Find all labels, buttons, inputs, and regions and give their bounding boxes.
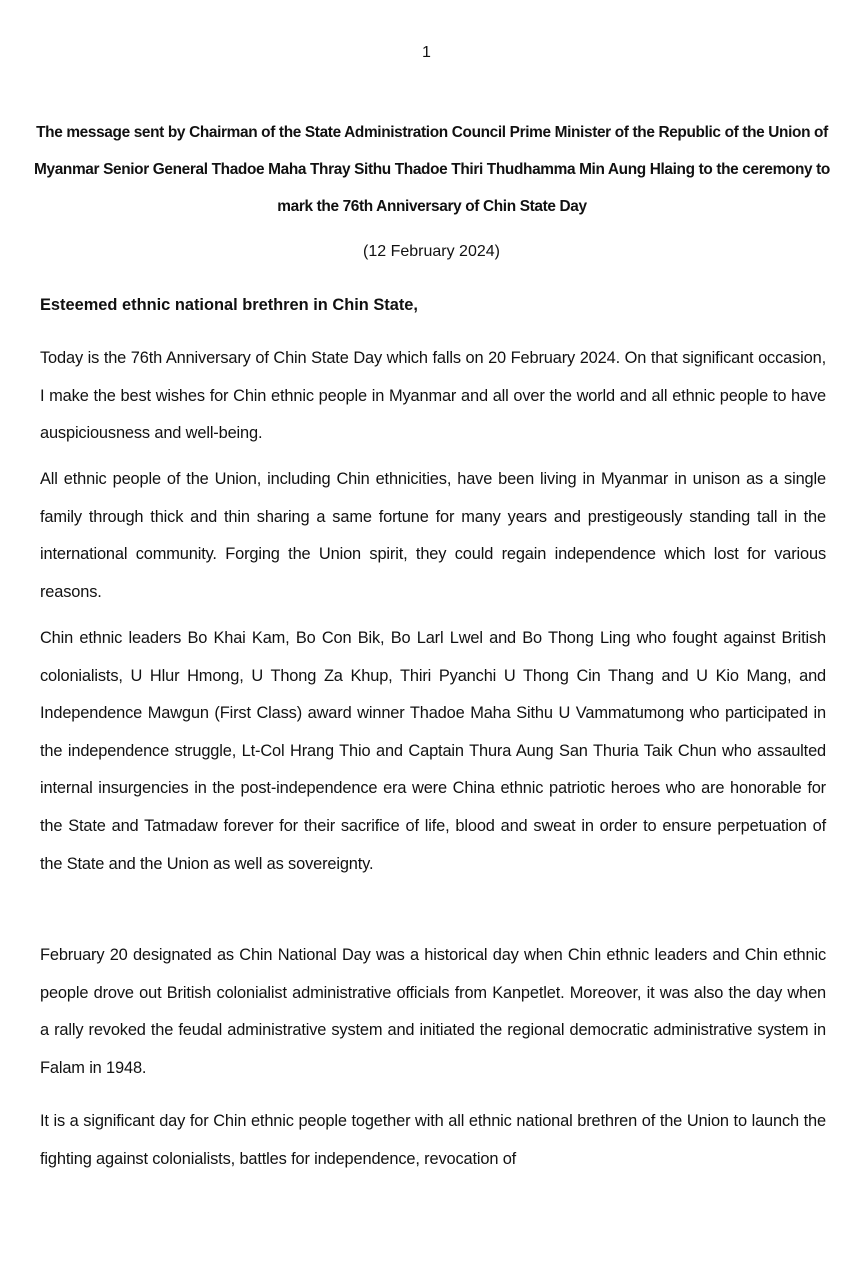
page-number: 1	[422, 44, 431, 61]
body-paragraph: Chin ethnic leaders Bo Khai Kam, Bo Con Bik, Bo Larl Lwel and Bo Thong Ling who fought against British colonialists, U Hlur Hmong, U Thong Za Khup, Thiri Pyanchi U Thong Cin Thang and U Kio Mang, and Independence Mawgun (First Class) award winner Thadoe Maha Sithu U Vammatumong who participated in the independence struggle, Lt-Col Hrang Thio and Captain Thura Aung San Thuria Taik Chun who assaulted internal insurgencies in the post-independence era were China ethnic patriotic heroes who are honorable for the State and Tatmadaw forever for their sacrifice of life, blood and sweat in order to ensure perpetuation of the State and the Union as well as sovereignty.	[40, 629, 826, 873]
body-paragraph: All ethnic people of the Union, including Chin ethnicities, have been living in Myanmar in unison as a single family through thick and thin sharing a same fortune for many years and prestigeously standing tall in the international community. Forging the Union spirit, they could regain independence which lost for various reasons.	[40, 470, 826, 601]
body-paragraph: Today is the 76th Anniversary of Chin State Day which falls on 20 February 2024. On that significant occasion, I make the best wishes for Chin ethnic people in Myanmar and all over the world and all ethnic people to have auspiciousness and well-being.	[40, 349, 826, 443]
body-paragraph: It is a significant day for Chin ethnic people together with all ethnic national brethren of the Union to launch the fighting against colonialists, battles for independence, revocation of	[40, 1112, 826, 1168]
message-date: (12 February 2024)	[363, 243, 500, 260]
message-title: The message sent by Chairman of the State Administration Council Prime Minister of the Republic of the Union of Myanmar Senior General Thadoe Maha Thray Sithu Thadoe Thiri Thudhamma Min Aung Hlaing to the ceremony to mark the 76th Anniversary of Chin State Day	[34, 124, 830, 215]
body-paragraph: February 20 designated as Chin National Day was a historical day when Chin ethnic leaders and Chin ethnic people drove out British colonialist administrative officials from Kanpetlet. Moreover, it was also the day when a rally revoked the feudal administrative system and initiated the regional democratic administrative system in Falam in 1948.	[40, 946, 826, 1077]
salutation: Esteemed ethnic national brethren in Chin State,	[40, 296, 418, 314]
